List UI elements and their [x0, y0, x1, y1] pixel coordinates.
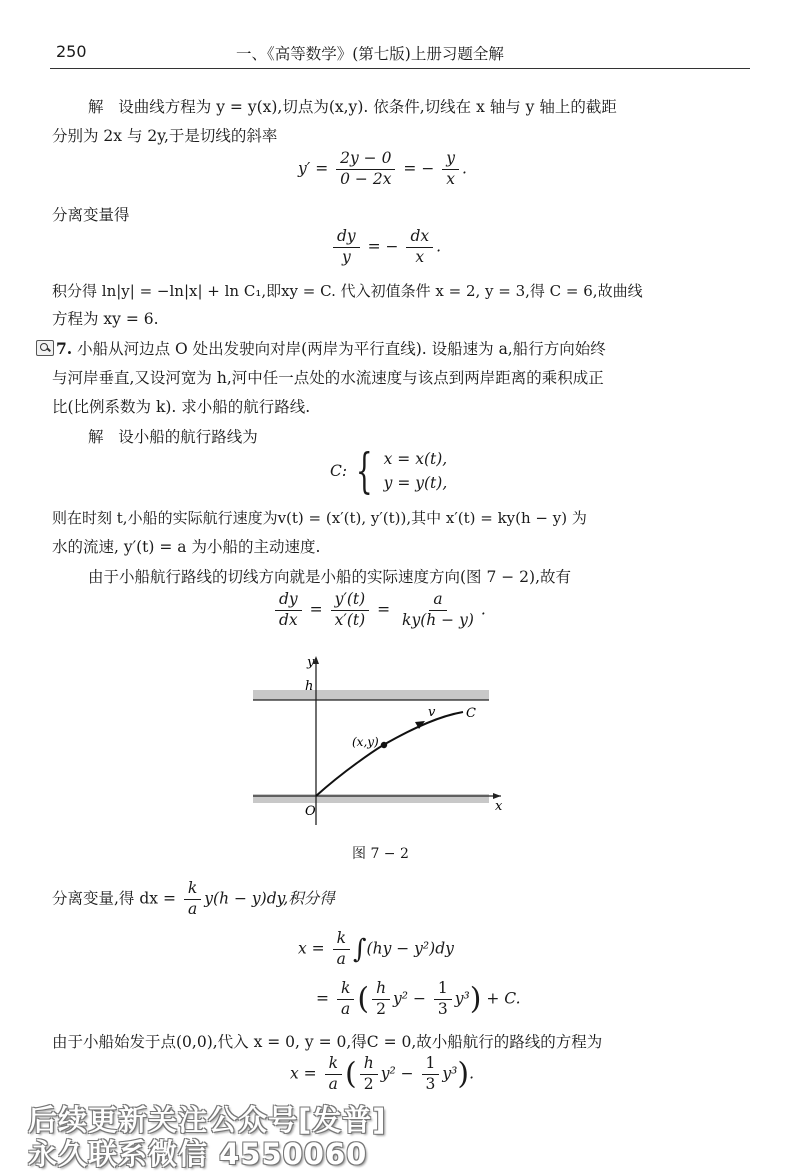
fin-den: a [328, 1074, 338, 1093]
int2-one-den: 3 [437, 999, 448, 1018]
figure-caption: 图 7 − 2 [352, 846, 409, 862]
final-equation [290, 1055, 474, 1094]
problem7-line3: 比(比例系数为 k). 求小船的航行路线. [52, 398, 311, 416]
system-lines [384, 447, 448, 495]
figure-river-boat [245, 650, 525, 830]
int2-lparen: ( [357, 981, 370, 1017]
separation-line [52, 880, 335, 919]
eq3-end: . [480, 600, 486, 619]
int2-rparen: ) [469, 981, 482, 1017]
fin-num: k [325, 1055, 342, 1075]
eq3-den1: dx [279, 610, 298, 629]
boat-path-curve [316, 712, 463, 796]
equation-separated [330, 228, 441, 267]
eq2-fraction-2 [406, 228, 433, 267]
solution7-line3: 由于小船航行路线的切线方向就是小船的实际速度方向(图 7 − 2),故有 [88, 568, 572, 586]
int2-lhs: = [316, 989, 329, 1008]
eq3-den3: ky(h − y) [402, 610, 474, 629]
eq1-fraction-1 [336, 150, 395, 189]
upper-bank-band [253, 690, 489, 700]
fin-mid: y² − [380, 1064, 414, 1083]
parametric-system [330, 443, 448, 500]
int1-num: k [333, 930, 350, 950]
problem7-line2: 与河岸垂直,又设河宽为 h,河中任一点处的水流速度与该点到两岸距离的乘积成正 [52, 369, 604, 387]
eq1-den: 0 − 2x [340, 169, 392, 188]
eq3-num1: dy [275, 591, 302, 611]
eq3-eq2: = [377, 600, 391, 619]
header-rule [50, 68, 750, 69]
int1-fraction [333, 930, 350, 969]
eq1-fraction-2 [442, 150, 459, 189]
int2-den: a [341, 999, 351, 1018]
int2-mid: y² − [393, 989, 426, 1008]
fin-h-den: 2 [363, 1074, 374, 1093]
sep-fraction [184, 880, 201, 919]
int2-h-num: h [372, 980, 390, 1000]
eq1-mid: = − [403, 159, 435, 178]
prev-solution-line4: 方程为 xy = 6. [52, 310, 159, 328]
fin-lparen: ( [345, 1056, 357, 1092]
fin-h-num: h [360, 1055, 378, 1075]
lower-bank-band [253, 794, 489, 803]
solve-label-7: 解 [88, 428, 104, 446]
integral-line1 [298, 930, 454, 969]
label-point-xy: (x,y) [352, 735, 379, 749]
eq3-fraction-2 [331, 591, 370, 630]
eq3-eq1: = [309, 600, 323, 619]
eq2-end: . [436, 237, 442, 256]
page-number: 250 [56, 42, 87, 61]
fin-lhs: x = [290, 1064, 317, 1083]
eq2-den2: x [415, 247, 425, 266]
eq1-num: 2y − 0 [336, 150, 395, 170]
fin-tail: y³ [442, 1064, 458, 1083]
solve-label: 解 [88, 98, 104, 116]
int2-one-num: 1 [434, 980, 452, 1000]
fin-fraction-h [360, 1055, 378, 1094]
eq1-lhs: y′ = [298, 159, 329, 178]
fin-fraction-third [422, 1055, 440, 1094]
fin-rparen: ) [457, 1056, 470, 1092]
solution7-intro-text: 设小船的航行路线为 [118, 428, 258, 446]
int2-h-den: 2 [376, 999, 386, 1018]
int2-end: + C. [486, 989, 521, 1008]
label-v: v [428, 705, 436, 720]
int2-fraction-third [434, 980, 452, 1019]
prev-solution-line3: 积分得 ln|y| = −ln|x| + ln C₁,即xy = C. 代入初值条件 x = 2, y = 3,得 C = 6,故曲线 [52, 282, 643, 300]
sep-pre: 分离变量,得 dx = [52, 889, 176, 908]
integral-line2 [316, 980, 521, 1019]
running-title: 一、《高等数学》(第七版)上册习题全解 [236, 45, 504, 63]
initial-condition-line: 由于小船始发于点(0,0),代入 x = 0, y = 0,得C = 0,故小船航行的路线的方程为 [52, 1033, 603, 1051]
eq3-num3: a [429, 591, 446, 611]
int2-fraction-h [372, 980, 390, 1019]
sep-num: k [184, 880, 201, 900]
fin-fraction-k [325, 1055, 342, 1094]
watermark-line2: 永久联系微信 4550060 [28, 1137, 368, 1171]
int1-lhs: x = [298, 939, 325, 958]
eq1-den2: x [446, 169, 455, 188]
int1-body: (hy − y²)dy [366, 939, 454, 958]
separation-text: 分离变量得 [52, 206, 130, 224]
system-line1: x = x(t), [383, 450, 448, 468]
prev-solution-line1 [88, 95, 617, 117]
eq2-num2: dx [406, 228, 433, 248]
label-C: C [466, 706, 476, 721]
point-xy-dot [381, 742, 387, 748]
eq1-end: . [462, 159, 467, 178]
int2-tail: y³ [454, 989, 470, 1008]
equation-dydx [272, 591, 486, 630]
integral-sign: ∫ [353, 934, 367, 965]
fin-one-num: 1 [422, 1055, 440, 1075]
eq3-fraction-3 [398, 591, 478, 630]
eq3-den2: x′(t) [334, 610, 366, 629]
eq3-fraction-1 [275, 591, 302, 630]
eq3-num2: y′(t) [331, 591, 370, 611]
system-label: C: [330, 462, 348, 481]
equation-slope [298, 150, 467, 189]
eq2-fraction-1 [333, 228, 360, 267]
problem7-line1 [36, 337, 606, 359]
system-block [330, 443, 448, 500]
int2-num: k [337, 980, 354, 1000]
int1-den: a [336, 949, 346, 968]
magnifier-icon [36, 340, 54, 356]
eq2-num1: dy [333, 228, 360, 248]
eq2-den1: y [341, 247, 351, 266]
problem7-text1: 小船从河边点 O 处出发驶向对岸(两岸为平行直线). 设船速为 a,船行方向始终 [77, 340, 606, 358]
sep-post: y(h − y)dy,积分得 [204, 889, 335, 908]
fin-end: . [469, 1064, 475, 1083]
left-brace: { [355, 443, 373, 500]
label-O: O [305, 804, 316, 819]
prev-solution-text1: 设曲线方程为 y = y(x),切点为(x,y). 依条件,切线在 x 轴与 y 轴上的截距 [118, 98, 617, 116]
system-line2: y = y(t), [383, 474, 448, 493]
watermark-line1: 后续更新关注公众号[发普] [28, 1103, 387, 1137]
label-x: x [495, 799, 503, 814]
prev-solution-line2: 分别为 2x 与 2y,于是切线的斜率 [52, 127, 278, 145]
fin-one-den: 3 [425, 1074, 436, 1093]
int2-fraction-k [337, 980, 354, 1019]
problem-number: 7. [56, 339, 73, 358]
sep-den: a [187, 899, 198, 918]
solution7-line1: 则在时刻 t,小船的实际航行速度为v(t) = (x′(t), y′(t)),其中 x′(t) = ky(h − y) 为 [52, 509, 587, 527]
solution7-intro [88, 425, 258, 447]
label-h: h [305, 679, 314, 694]
eq1-num2: y [442, 150, 459, 170]
solution7-line2: 水的流速, y′(t) = a 为小船的主动速度. [52, 538, 321, 556]
label-y: y [307, 655, 315, 670]
eq2-mid: = − [367, 237, 399, 256]
